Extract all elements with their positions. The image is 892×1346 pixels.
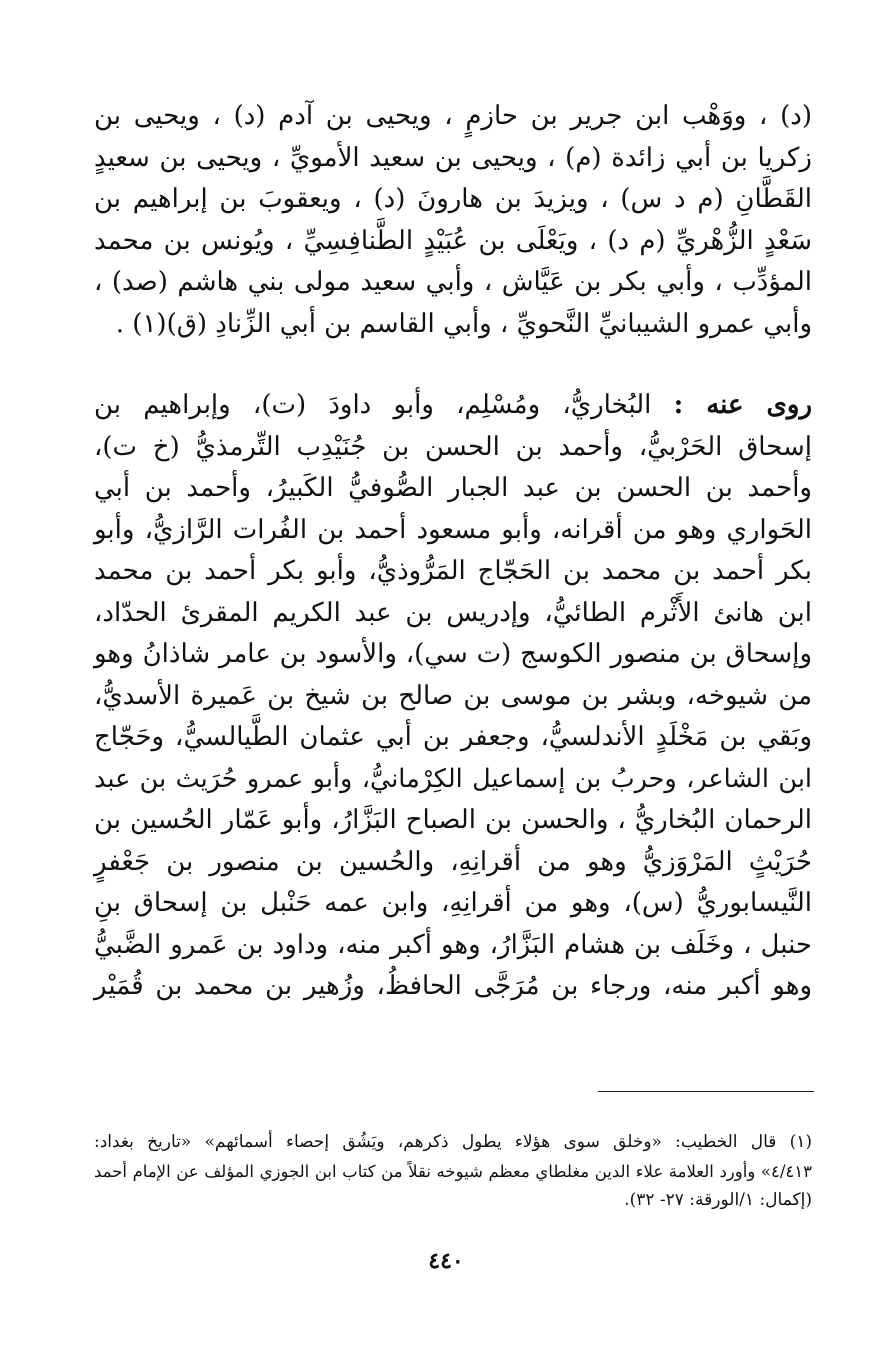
paragraph-students bbox=[94, 385, 812, 1008]
section-label: روى عنه : bbox=[673, 390, 813, 420]
page-number: ٤٤٠ bbox=[428, 1248, 464, 1274]
text-line: وأبي عمرو الشيبانيِّ النَّحويِّ ، وأبي القاسم بن أبي الزِّنادِ (ق)(١) . bbox=[115, 308, 812, 339]
text-line: سَعْدٍ الزُّهْريِّ (م د) ، ويَعْلَى بن عُبَيْدٍ الطَّنافِسِيِّ ، ويُونس بن محمد bbox=[94, 225, 812, 256]
text-line: (د) ، ووَهْب ابن جرير بن حازمٍ ، ويحيى بن آدم (د) ، ويحيى بن bbox=[94, 101, 812, 131]
footnote-separator bbox=[598, 1091, 814, 1092]
footnote bbox=[94, 1128, 812, 1215]
text-line: المؤدِّب ، وأبي بكر بن عَيَّاش ، وأبي سعيد مولى بني هاشم (صد) ، bbox=[94, 267, 812, 297]
text-line: ابن الشاعر، وحربُ بن إسماعيل الكِرْمانيُّ، وأبو عمرو حُرَيث بن عبد bbox=[94, 763, 812, 794]
text-line-first-content: البُخاريُّ، ومُسْلِم، وأبو داودَ (ت)، وإبراهيم بن bbox=[94, 390, 674, 420]
paragraph-gap bbox=[94, 345, 812, 385]
text-line: حُرَيْثٍ المَرْوَزيُّ وهو من أقرانِهِ، والحُسين بن منصور بن جَعْفرٍ bbox=[94, 846, 812, 877]
text-line: ابن هانئ الأَثْرم الطائيُّ، وإدريس بن عبد الكريم المقرئ الحدّاد، bbox=[94, 597, 812, 628]
text-line: وأحمد بن الحسن بن عبد الجبار الصُّوفيُّ الكَبيرُ، وأحمد بن أبي bbox=[94, 473, 812, 503]
text-line: وإسحاق بن منصور الكوسج (ت سي)، والأسود بن عامر شاذانُ وهو bbox=[94, 639, 812, 669]
text-line: زكريا بن أبي زائدة (م) ، ويحيى بن سعيد الأمويِّ ، ويحيى بن سعيدٍ bbox=[94, 142, 812, 173]
text-line: النَّيسابوريُّ (س)، وهو من أقرانِهِ، وابن عمه حَنْبل بن إسحاق بنِ bbox=[94, 888, 812, 918]
text-line: الحَواري وهو من أقرانه، وأبو مسعود أحمد بن الفُرات الرَّازيُّ، وأبو bbox=[94, 514, 812, 545]
text-line: إسحاق الحَرْبيُّ، وأحمد بن الحسن بن جُنَيْدِب التِّرمذيُّ (خ ت)، bbox=[94, 431, 812, 462]
paragraph-teachers bbox=[94, 96, 812, 345]
text-line: وهو أكبر منه، ورجاء بن مُرَجَّى الحافظُ، وزُهير بن محمد بن قُمَيْر bbox=[94, 971, 812, 1001]
text-line: القَطَّانِ (م د س) ، ويزيدَ بن هارونَ (د) ، ويعقوبَ بن إبراهيم بن bbox=[94, 184, 812, 214]
text-line: حنبل ، وخَلَف بن هشام البَزَّارُ، وهو أكبر منه، وداود بن عَمرو الضَّبيُّ bbox=[94, 929, 812, 960]
footnote-line: (إكمال: ١/الورقة: ٢٧- ٣٢). bbox=[624, 1190, 812, 1210]
text-line: بكر أحمد بن محمد بن الحَجّاج المَرُّوذيُّ، وأبو بكر أحمد بن محمد bbox=[94, 556, 812, 586]
text-line: وبَقي بن مَخْلَدٍ الأندلسيُّ، وجعفر بن أبي عثمان الطَّيالسيُّ، وحَجّاج bbox=[94, 722, 812, 752]
text-line-first bbox=[94, 385, 812, 427]
main-text bbox=[94, 96, 812, 1008]
footnote-line: (١) قال الخطيب: «وخلق سوى هؤلاء يطول ذكرهم، ويَشُق إحصاء أسمائهم» «تاريخ بغداد: bbox=[94, 1132, 812, 1152]
text-line: الرحمان البُخاريُّ ، والحسن بن الصباح البَزَّارُ، وأبو عَمّار الحُسين بن bbox=[94, 805, 812, 835]
footnote-line: ٤/٤١٣» وأورد العلامة علاء الدين مغلطاي معظم شيوخه نقلاً من كتاب ابن الجوزي المؤلف عن الإمام أحمد bbox=[94, 1162, 812, 1181]
text-line: من شيوخه، وبشر بن موسى بن صالح بن شيخ بن عَميرة الأسديُّ، bbox=[94, 680, 812, 711]
